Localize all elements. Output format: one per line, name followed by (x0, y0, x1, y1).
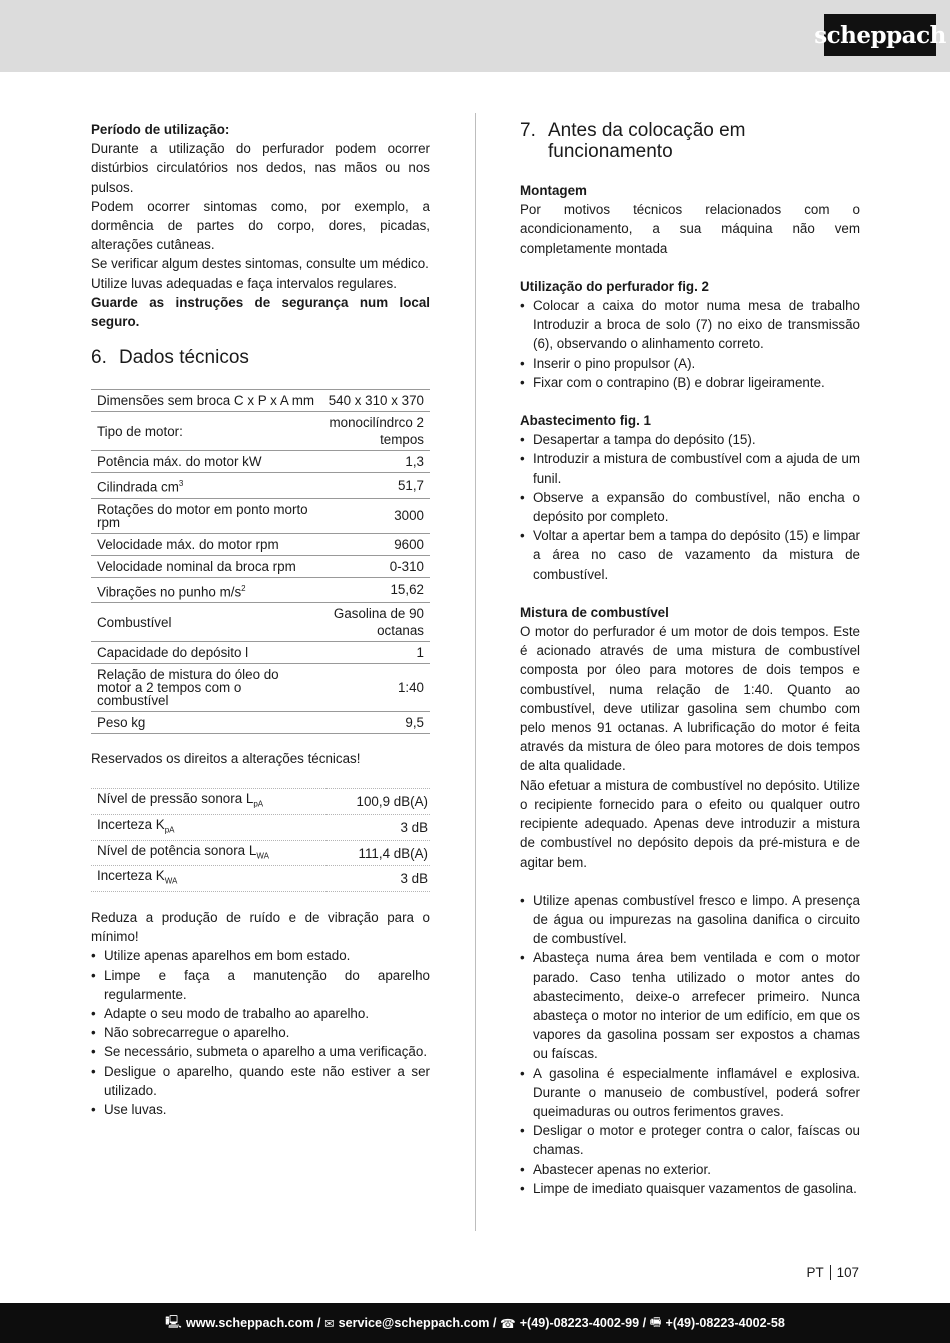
spec-label: Relação de mistura do óleo do motor a 2 tempos com o combustível (91, 664, 322, 712)
spec-value: 0-310 (322, 555, 430, 577)
list-item: • A gasolina é especialmente inflamável e explosiva. Durante o manuseio de combustível, poderá sofrer queimaduras ou outros ferimentos graves. (520, 1064, 860, 1122)
fax-icon: 🖷 (649, 1314, 662, 1329)
list-item: • Use luvas. (91, 1100, 430, 1119)
list-item: • Adapte o seu modo de trabalho ao aparelho. (91, 1004, 430, 1023)
spec-label: Potência máx. do motor kW (91, 451, 322, 473)
spec-value: monocilíndrco 2 tempos (322, 412, 430, 451)
spec-value: 540 x 310 x 370 (322, 390, 430, 412)
noise-label: Nível de potência sonora $L_{WA}$ (91, 840, 326, 866)
usage-paragraph: Utilize luvas adequadas e faça intervalos regulares. (91, 275, 397, 291)
spec-value: 51,7 (322, 473, 430, 498)
mail-icon: ✉ (324, 1316, 335, 1331)
page-number (807, 1265, 859, 1280)
assembly-heading: Montagem (520, 183, 587, 198)
list-item: • Se necessário, submeta o aparelho a uma verificação. (91, 1042, 430, 1061)
column-divider (475, 113, 476, 1231)
section-heading-7 (520, 120, 860, 162)
spec-value: 1:40 (322, 664, 430, 712)
section-title: Antes da colocação em funcionamento (548, 120, 746, 162)
list-item: • Utilize apenas aparelhos em bom estado. (91, 946, 430, 965)
spec-label: Vibrações no punho $m/s^2$ (91, 577, 322, 602)
list-item: • Fixar com o contrapino (B) e dobrar ligeiramente. (520, 373, 860, 392)
use-heading: Utilização do perfurador fig. 2 (520, 278, 709, 294)
page-language: PT (806, 1265, 824, 1280)
page-footer (0, 1303, 950, 1343)
noise-label: Nível de pressão sonora $L_{pA}$ (91, 789, 326, 815)
footer-fax: +(49)-08223-4002-58 (665, 1316, 785, 1330)
list-item: • Utilize apenas combustível fresco e limpo. A presença de água ou impurezas na gasolina danifica o circuito de combustível. (520, 891, 860, 949)
table-row (91, 533, 430, 555)
table-row (91, 664, 430, 712)
spec-value: 9,5 (322, 712, 430, 734)
reduce-list (91, 946, 430, 1119)
spec-value: Gasolina de 90 octanas (322, 603, 430, 642)
list-item: • Desligar o motor e proteger contra o calor, faíscas ou chamas. (520, 1121, 860, 1159)
safety-list (520, 891, 860, 1198)
usage-paragraph: Se verificar algum destes sintomas, consulte um médico. (91, 256, 429, 272)
table-row (91, 390, 430, 412)
spec-label: Velocidade nominal da broca rpm (91, 555, 322, 577)
spec-value: 9600 (322, 533, 430, 555)
right-column (520, 120, 860, 1198)
table-row (91, 555, 430, 577)
spec-label: Tipo de motor: (91, 412, 322, 451)
table-row (91, 815, 430, 841)
table-row (91, 498, 430, 533)
table-row (91, 789, 430, 815)
usage-paragraph: Durante a utilização do perfurador podem ocorrer distúrbios circulatórios nos dedos, nas mãos ou nos pulsos. (91, 141, 430, 195)
list-item: • Desapertar a tampa do depósito (15). (520, 430, 860, 449)
list-item: • Abastecer apenas no exterior. (520, 1160, 860, 1179)
mix-paragraph: O motor do perfurador é um motor de dois tempos. Este é acionado através de uma mistura de combustível composta por óleo para motores de dois tempos e combustível, numa relação de 1:40. Quanto ao combustível, deve utilizar gasolina sem chumbo com pelo menos 91 octanas. A lubrificação do motor é feita através da mistura de óleo para motores de dois tempos de alta qualidade. (520, 624, 860, 774)
page-number-separator (830, 1265, 831, 1280)
mix-paragraph: Não efetuar a mistura de combustível no depósito. Utilize o recipiente fornecido para o efeito ou qualquer outro recipiente adequado. Apenas deve introduzir a mistura de combustível no depósito depois da pré-mistura e de agitar bem. (520, 777, 860, 870)
computer-icon: 🖳 (165, 1314, 182, 1329)
spec-label: Capacidade do depósito l (91, 642, 322, 664)
usage-heading: Período de utilização: (91, 122, 230, 137)
assembly-text: Por motivos técnicos relacionados com o acondicionamento, a sua máquina não vem completamente montada (520, 202, 860, 256)
noise-label: Incerteza $K_{WA}$ (91, 866, 326, 892)
noise-value: 3 dB (326, 866, 430, 892)
noise-value: 111,4 dB(A) (326, 840, 430, 866)
superscript: 2 (241, 583, 246, 593)
phone-icon: ☎ (500, 1316, 516, 1331)
list-item: • Desligue o aparelho, quando este não estiver a ser utilizado. (91, 1062, 430, 1100)
superscript: 3 (178, 479, 184, 489)
spec-label: Combustível (91, 603, 322, 642)
table-row (91, 451, 430, 473)
noise-value: 3 dB (326, 815, 430, 841)
table-row (91, 577, 430, 602)
table-row (91, 642, 430, 664)
section-number: 7. (520, 120, 536, 141)
table-row (91, 866, 430, 892)
mix-heading: Mistura de combustível (520, 604, 669, 620)
scheppach-logo (814, 14, 946, 56)
noise-label: Incerteza $K_{pA}$ (91, 815, 326, 841)
list-item: • Limpe de imediato quaisquer vazamentos de gasolina. (520, 1179, 860, 1198)
table-row (91, 412, 430, 451)
list-item: • Limpe e faça a manutenção do aparelho regularmente. (91, 966, 430, 1004)
list-item: • Abasteça numa área bem ventilada e com o motor parado. Caso tenha utilizado o motor antes do abastecimento, deixe-o arrefecer primeiro. Nunca abasteça o motor no interior de um edifício, em que os vapores da gasolina possam ser expostos a chamas ou faíscas. (520, 948, 860, 1063)
section-heading-6 (91, 347, 430, 368)
list-item: • Observe a expansão do combustível, não encha o depósito por completo. (520, 488, 860, 526)
table-row (91, 473, 430, 498)
list-item: • Voltar a apertar bem a tampa do depósito (15) e limpar a área no caso de vazamento da mistura de combustível. (520, 526, 860, 584)
spec-label: Rotações do motor em ponto morto rpm (91, 498, 322, 533)
fuel-list (520, 430, 860, 584)
noise-table (91, 788, 430, 892)
spec-value: 1 (322, 642, 430, 664)
footer-website[interactable]: www.scheppach.com / (185, 1316, 321, 1330)
spec-label: Velocidade máx. do motor rpm (91, 533, 322, 555)
usage-bold-note: Guarde as instruções de segurança num local seguro. (91, 294, 430, 330)
list-item: • Colocar a caixa do motor numa mesa de trabalho Introduzir a broca de solo (7) no eixo de transmissão (6), observando o alinhamento correto. (520, 296, 860, 354)
section-title: Dados técnicos (119, 347, 249, 369)
page-number-value: 107 (836, 1265, 859, 1280)
technical-data-table (91, 389, 430, 734)
fuel-heading: Abastecimento fig. 1 (520, 413, 651, 429)
list-item: • Introduzir a mistura de combustível com a ajuda de um funil. (520, 449, 860, 487)
use-list (520, 296, 860, 392)
reserved-note: Reservados os direitos a alterações técnicas! (91, 751, 361, 767)
table-row (91, 603, 430, 642)
logo-text: scheppach (814, 21, 946, 49)
left-column (91, 120, 430, 1119)
spec-label: Peso kg (91, 712, 322, 734)
spec-label: Dimensões sem broca C x P x A mm (91, 390, 322, 412)
list-item: • Não sobrecarregue o aparelho. (91, 1023, 430, 1042)
noise-value: 100,9 dB(A) (326, 789, 430, 815)
section-number: 6. (91, 347, 107, 369)
list-item: • Inserir o pino propulsor (A). (520, 354, 860, 373)
table-row (91, 840, 430, 866)
page-header (0, 0, 950, 72)
table-row (91, 712, 430, 734)
spec-value: 15,62 (322, 577, 430, 602)
reduce-intro: Reduza a produção de ruído e de vibração para o mínimo! (91, 910, 430, 945)
spec-value: 3000 (322, 498, 430, 533)
spec-label: Cilindrada $cm^3$ (91, 473, 322, 498)
spec-value: 1,3 (322, 451, 430, 473)
footer-email[interactable]: service@scheppach.com / (338, 1316, 497, 1330)
usage-paragraph: Podem ocorrer sintomas como, por exemplo, a dormência de partes do corpo, dores, picadas, alterações cutâneas. (91, 198, 430, 253)
footer-phone: +(49)-08223-4002-99 / (519, 1316, 647, 1330)
